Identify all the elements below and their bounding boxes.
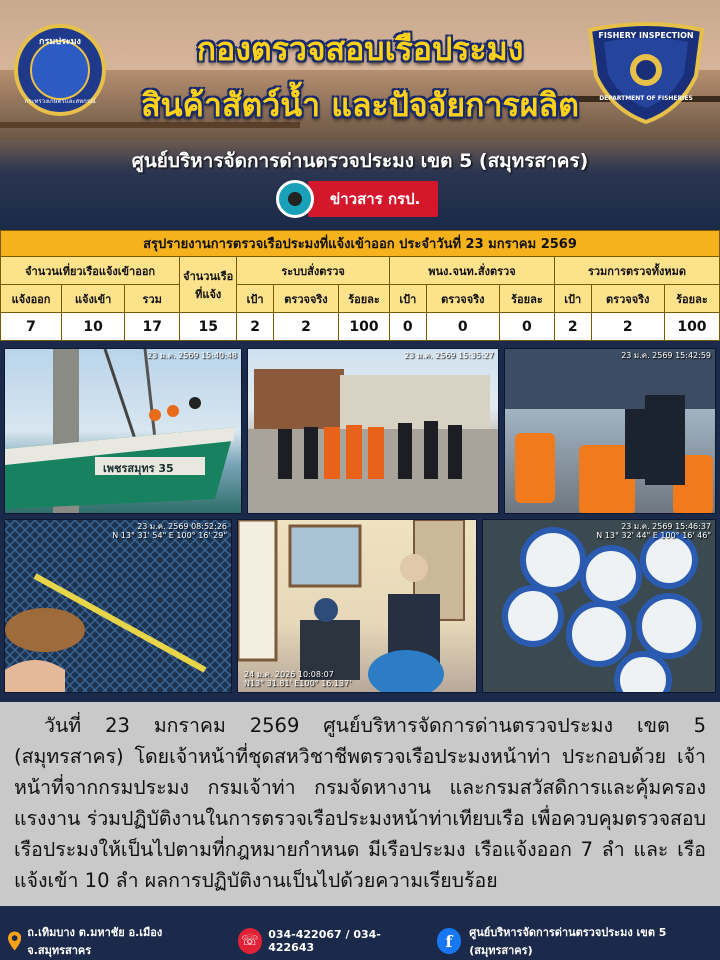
header-trips: จำนวนเที่ยวเรือแจ้งเข้าออก <box>1 257 180 285</box>
logo-right-top-text: FISHERY INSPECTION <box>598 31 694 40</box>
report-title: สรุปรายงานการตรวจเรือประมงที่แจ้งเข้าออก ประจำวันที่ 23 มกราคม 2569 <box>1 231 720 257</box>
header-officer: พนง.จนท.สั่งตรวจ <box>389 257 554 285</box>
footer-contact-bar <box>0 922 720 960</box>
val-off-target: 0 <box>389 313 426 341</box>
report-table-container <box>0 230 720 340</box>
col-out: แจ้งออก <box>1 285 62 313</box>
boat-scene-illustration <box>5 349 242 514</box>
boat-name-label: เพชรสมุทร 35 <box>103 462 174 475</box>
news-paragraph: วันที่ 23 มกราคม 2569 ศูนย์บริหารจัดการด่านตรวจประมง เขต 5 (สมุทรสาคร) โดยเจ้าหน้าที่ชุดสหวิชาชีพตรวจเรือประมงหน้าท่า ประกอบด้วย เจ้าหน้าที่จากกรมประมง กรมเจ้าท่า กรมจัดหางาน และกรมสวัสดิการและคุ้มครองแรงงาน ร่วมปฏิบัติงานในการตรวจเรือประมงหน้าท่าเทียบเรือ เพื่อควบคุมตรวจสอบเรือประมงให้เป็นไปตามที่กฎหมายกำหนด มีเรือประมง เรือแจ้งออก 7 ลำ และ เรือแจ้งเข้า 10 ลำ ผลการปฏิบัติงานเป็นไปด้วยความเรียบร้อย <box>14 714 706 892</box>
col-off-percent: ร้อยละ <box>499 285 554 313</box>
col-off-actual: ตรวจจริง <box>426 285 499 313</box>
val-sum: 17 <box>125 313 180 341</box>
page-title-line2: สินค้าสัตว์น้ำ และปัจจัยการผลิต <box>141 86 579 124</box>
photo-inspection-team <box>247 348 499 514</box>
footer-address: ถ.เทิมบาง ต.มหาชัย อ.เมือง จ.สมุทรสาคร <box>27 926 163 957</box>
header-boats: จำนวนเรือที่แจ้ง <box>180 257 237 313</box>
page-title-line1: กองตรวจสอบเรือประมง <box>196 30 524 68</box>
logo-left-bottom-text: กระทรวงเกษตรและสหกรณ์ <box>24 98 96 105</box>
facebook-icon: f <box>437 928 462 954</box>
photo-fishing-boat <box>4 348 242 514</box>
phone-icon: ☏ <box>238 928 263 954</box>
col-sys-percent: ร้อยละ <box>339 285 390 313</box>
header-system: ระบบสั่งตรวจ <box>237 257 390 285</box>
col-tot-actual: ตรวจจริง <box>591 285 664 313</box>
photo1-timestamp: 23 ม.ค. 2569 15:40:48 <box>147 351 237 360</box>
col-sys-actual: ตรวจจริง <box>273 285 338 313</box>
photo2-timestamp: 23 ม.ค. 2569 15:35:27 <box>404 351 494 360</box>
logo-left-top-text: กรมประมง <box>39 37 81 47</box>
page-subtitle: ศูนย์บริหารจัดการด่านตรวจประมง เขต 5 (สมุทรสาคร) <box>131 150 589 172</box>
footer-facebook-page[interactable]: ศูนย์บริหารจัดการด่านตรวจประมง เขต 5 (สมุทรสาคร) <box>469 926 667 957</box>
photo-fish-catch <box>482 519 716 693</box>
photo-life-jackets <box>504 348 716 514</box>
officers-scene-illustration <box>238 520 477 693</box>
col-sum: รวม <box>125 285 180 313</box>
photo-net-measurement <box>4 519 232 693</box>
footer-phone[interactable]: 034-422067 / 034-422643 <box>268 928 381 954</box>
photo5-timestamp: 24 ม.ค. 2026 10:08:07 N13° 31.81' E100° 16.137' <box>244 670 352 688</box>
photo4-timestamp: 23 ม.ค. 2569 08:52:26 N 13° 31' 54" E 100° 16' 29" <box>112 522 227 540</box>
col-tot-target: เป้า <box>554 285 591 313</box>
val-sys-target: 2 <box>237 313 274 341</box>
col-tot-percent: ร้อยละ <box>664 285 719 313</box>
col-in: แจ้งเข้า <box>62 285 125 313</box>
col-sys-target: เป้า <box>237 285 274 313</box>
news-badge <box>276 182 438 216</box>
report-table <box>0 230 720 341</box>
val-in: 10 <box>62 313 125 341</box>
val-tot-actual: 2 <box>591 313 664 341</box>
news-badge-label: ข่าวสาร กรป. <box>308 181 438 217</box>
photo6-timestamp: 23 ม.ค. 2569 15:46:37 N 13° 32' 44" E 100° 16' 46" <box>596 522 711 540</box>
location-pin-icon <box>8 931 21 951</box>
logo-right-bottom-text: DEPARTMENT OF FISHERIES <box>599 95 693 102</box>
net-illustration <box>5 520 232 693</box>
header-total: รวมการตรวจทั้งหมด <box>554 257 719 285</box>
catch-illustration <box>483 520 716 693</box>
col-off-target: เป้า <box>389 285 426 313</box>
val-sys-actual: 2 <box>273 313 338 341</box>
reporter-avatar-icon <box>276 180 314 218</box>
val-boats: 15 <box>180 313 237 341</box>
val-sys-percent: 100 <box>339 313 390 341</box>
val-tot-percent: 100 <box>664 313 719 341</box>
val-off-percent: 0 <box>499 313 554 341</box>
val-tot-target: 2 <box>554 313 591 341</box>
val-out: 7 <box>1 313 62 341</box>
team-scene-illustration <box>248 349 499 514</box>
crew-scene-illustration <box>505 349 716 514</box>
news-body <box>0 702 720 906</box>
photo-officers-documents <box>237 519 477 693</box>
photo3-timestamp: 23 ม.ค. 2569 15:42:59 <box>621 351 711 360</box>
header-banner <box>0 0 720 230</box>
photo-grid <box>0 345 720 695</box>
val-off-actual: 0 <box>426 313 499 341</box>
